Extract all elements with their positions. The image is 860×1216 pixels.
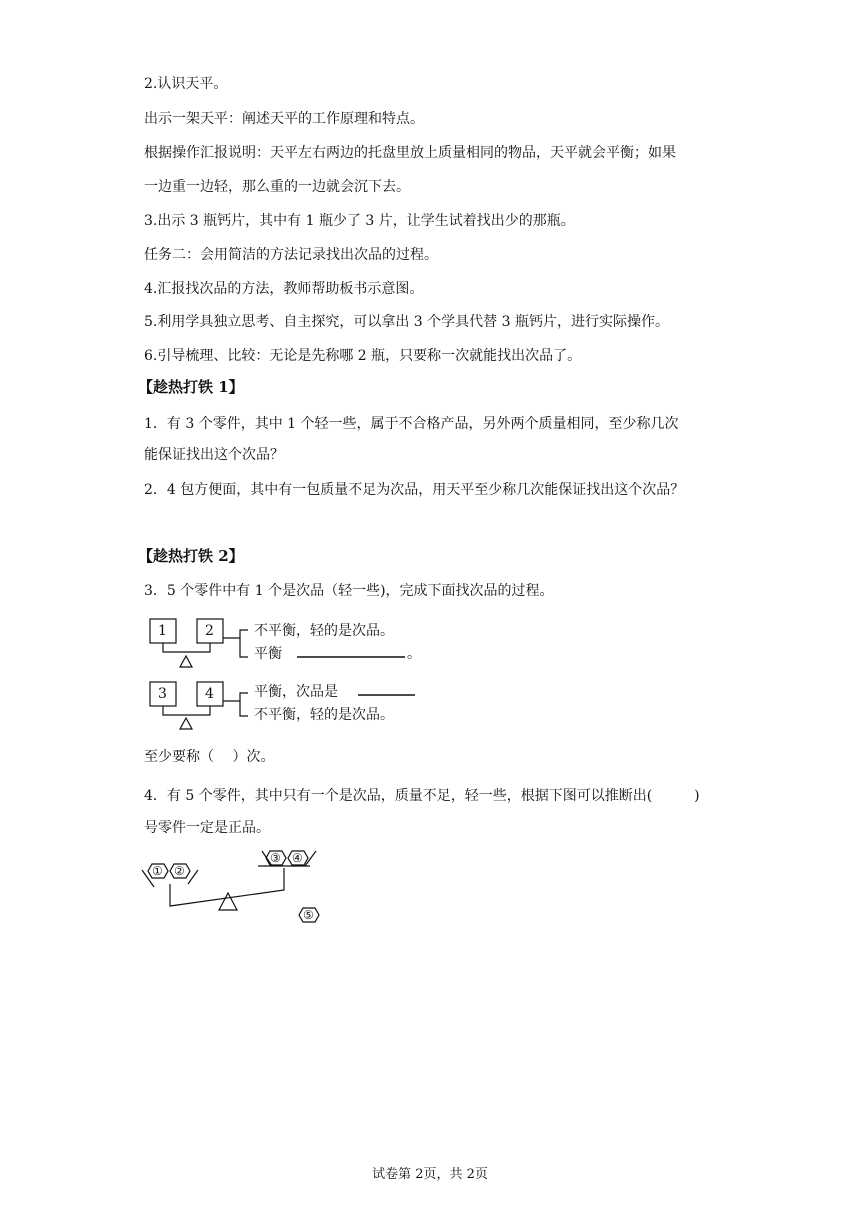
text-line: 3.出示 3 瓶钙片，其中有 1 瓶少了 3 片，让学生试着找出少的那瓶。 bbox=[144, 213, 575, 229]
question-3: 3．5 个零件中有 1 个是次品（轻一些)，完成下面找次品的过程。 bbox=[144, 583, 554, 599]
fulcrum-triangle bbox=[219, 893, 237, 910]
text-line: 2.认识天平。 bbox=[144, 76, 228, 92]
result-text: 平衡 bbox=[254, 646, 282, 662]
result-text: 不平衡，轻的是次品。 bbox=[254, 707, 394, 723]
question-1-cont: 能保证找出这个次品？ bbox=[144, 447, 284, 463]
fulcrum-triangle bbox=[180, 718, 192, 729]
part-label: ③ bbox=[270, 851, 281, 865]
bracket bbox=[240, 630, 248, 657]
box-label: 1 bbox=[158, 623, 167, 639]
text-line: 出示一架天平：阐述天平的工作原理和特点。 bbox=[144, 111, 424, 127]
part-label: ④ bbox=[292, 851, 303, 865]
question-4: 4．有 5 个零件，其中只有一个是次品，质量不足，轻一些，根据下图可以推断出( ) bbox=[144, 788, 700, 804]
question-2: 2．4 包方便面，其中有一包质量不足为次品，用天平至少称几次能保证找出这个次品？ bbox=[144, 482, 685, 498]
box-label: 4 bbox=[205, 686, 214, 702]
page-footer: 试卷第 2页，共 2页 bbox=[372, 1167, 488, 1182]
text-line: 5.利用学具独立思考、自主探究，可以拿出 3 个学具代替 3 瓶钙片，进行实际操作。 bbox=[144, 314, 669, 330]
text-line: 任务二：会用简洁的方法记录找出次品的过程。 bbox=[144, 247, 438, 263]
section-heading: 【趁热打铁 2】 bbox=[138, 547, 244, 565]
box-label: 2 bbox=[205, 623, 214, 639]
text-line: 4.汇报找次品的方法，教师帮助板书示意图。 bbox=[144, 281, 424, 297]
question-4-cont: 号零件一定是正品。 bbox=[144, 820, 270, 836]
result-text: 平衡，次品是 bbox=[254, 684, 338, 700]
question-3-end: 至少要称（ ）次。 bbox=[144, 749, 275, 765]
bracket bbox=[240, 693, 248, 716]
part-label: ② bbox=[174, 864, 185, 878]
result-text: 不平衡，轻的是次品。 bbox=[254, 623, 394, 639]
part-label: ① bbox=[152, 864, 163, 878]
text-line: 根据操作汇报说明：天平左右两边的托盘里放上质量相同的物品，天平就会平衡；如果 bbox=[144, 145, 676, 161]
question-1: 1．有 3 个零件，其中 1 个轻一些，属于不合格产品，另外两个质量相同，至少称几次 bbox=[144, 416, 679, 432]
text-line: 一边重一边轻，那么重的一边就会沉下去。 bbox=[144, 179, 410, 195]
fulcrum-triangle bbox=[180, 656, 192, 667]
text-line: 6.引导梳理、比较：无论是先称哪 2 瓶，只要称一次就能找出次品了。 bbox=[144, 348, 582, 364]
result-text: 。 bbox=[407, 646, 421, 662]
part-label: ⑤ bbox=[303, 908, 314, 922]
section-heading: 【趁热打铁 1】 bbox=[138, 378, 244, 396]
box-label: 3 bbox=[158, 686, 167, 702]
